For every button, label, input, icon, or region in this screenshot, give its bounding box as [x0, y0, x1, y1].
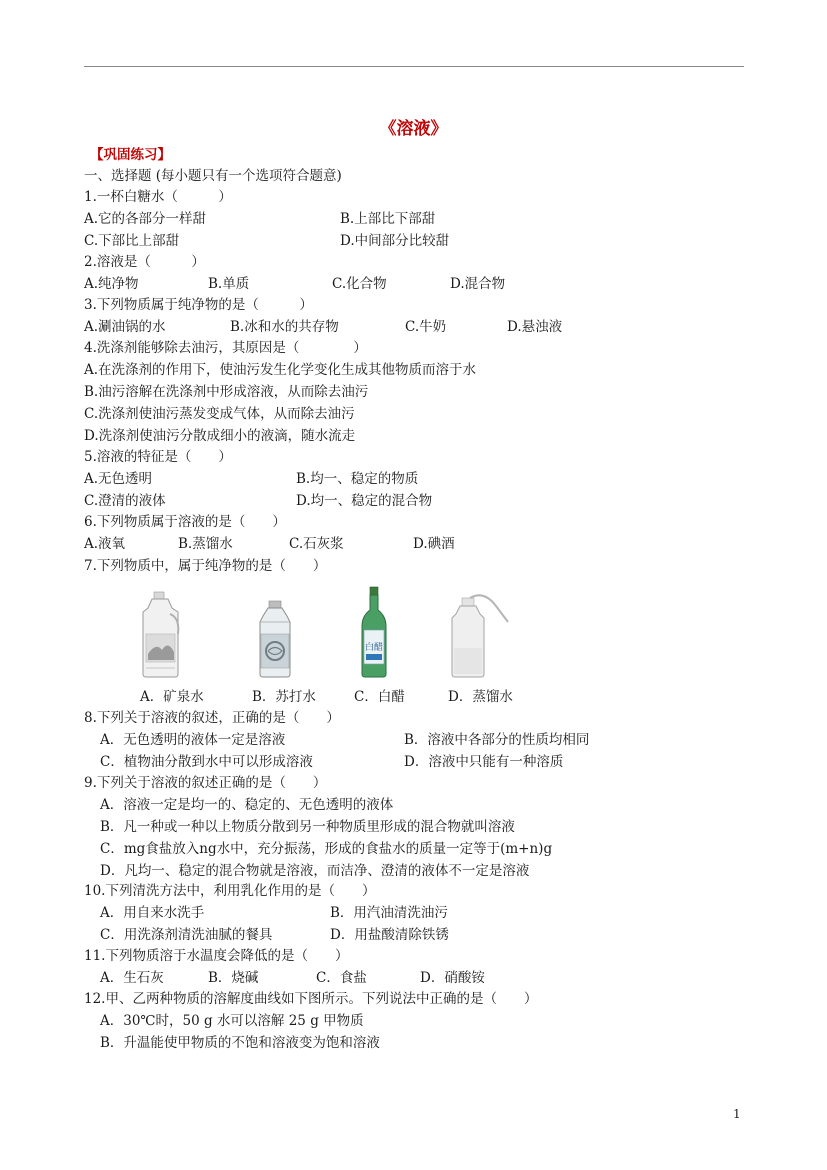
q10-option-c: C．用洗涤剂清洗油腻的餐具: [100, 927, 273, 943]
q3-option-a: A.涮油锅的水: [84, 319, 166, 335]
q4-stem: 4.洗涤剂能够除去油污，其原因是（ ）: [84, 340, 367, 356]
q7-option-a: A．矿泉水: [140, 689, 204, 705]
q5-option-c: C.澄清的液体: [84, 493, 166, 509]
q4-option-c: C.洗涤剂使油污蒸发变成气体，从而除去油污: [84, 406, 355, 422]
q6-option-b: B.蒸馏水: [178, 536, 233, 552]
q4-option-b: B.油污溶解在洗涤剂中形成溶液，从而除去油污: [84, 384, 369, 400]
q5-option-a: A.无色透明: [84, 471, 153, 487]
q12-option-a: A．30℃时，50 g 水可以溶解 25 g 甲物质: [100, 1013, 364, 1029]
q8-option-d: D．溶液中只能有一种溶质: [404, 754, 564, 770]
q7-option-b: B．苏打水: [252, 689, 316, 705]
q9-option-a: A．溶液一定是均一的、稳定的、无色透明的液体: [100, 797, 394, 813]
q8-option-c: C．植物油分散到水中可以形成溶液: [100, 754, 313, 770]
q5-option-d: D.均一、稳定的混合物: [296, 493, 433, 509]
q5-stem: 5.溶液的特征是（ ）: [84, 449, 232, 465]
q4-option-d: D.洗涤剂使油污分散成细小的液滴，随水流走: [84, 428, 356, 444]
q1-stem: 1.一杯白糖水（ ）: [84, 189, 232, 205]
q11-option-c: C．食盐: [316, 970, 367, 986]
q6-stem: 6.下列物质属于溶液的是（ ）: [84, 514, 286, 530]
q11-stem: 11.下列物质溶于水温度会降低的是（ ）: [84, 948, 349, 964]
q2-option-c: C.化合物: [332, 276, 387, 292]
q8-option-b: B．溶液中各部分的性质均相同: [404, 732, 590, 748]
q11-option-d: D．硝酸铵: [420, 970, 485, 986]
q9-stem: 9.下列关于溶液的叙述正确的是（ ）: [84, 775, 327, 791]
q9-option-d: D．凡均一、稳定的混合物就是溶液，而洁净、澄清的液体不一定是溶液: [100, 863, 530, 879]
q1-option-d: D.中间部分比较甜: [340, 233, 450, 249]
q7-option-d: D．蒸馏水: [448, 689, 513, 705]
vinegar-label-text: 白醋: [364, 643, 384, 653]
q9-option-c: C．mg食盐放入ng水中，充分振荡，形成的食盐水的质量一定等于(m+n)g: [100, 841, 553, 857]
q3-stem: 3.下列物质属于纯净物的是（ ）: [84, 297, 313, 313]
q10-option-b: B．用汽油清洗油污: [330, 905, 448, 921]
q2-stem: 2.溶液是（ ）: [84, 254, 205, 270]
q10-stem: 10.下列清洗方法中，利用乳化作用的是（ ）: [84, 883, 376, 899]
distilled-water-wash-bottle-image: [450, 592, 514, 678]
q2-option-d: D.混合物: [450, 276, 506, 292]
q12-option-b: B．升温能使甲物质的不饱和溶液变为饱和溶液: [100, 1035, 380, 1051]
q1-option-a: A.它的各部分一样甜: [84, 211, 207, 227]
q7-option-c: C．白醋: [354, 689, 405, 705]
q12-stem: 12.甲、乙两种物质的溶解度曲线如下图所示。下列说法中正确的是（ ）: [84, 991, 538, 1007]
q4-option-a: A.在洗涤剂的作用下，使油污发生化学变化生成其他物质而溶于水: [84, 362, 477, 378]
part-heading: 一、选择题 (每小题只有一个选项符合题意): [84, 168, 342, 184]
q5-option-b: B.均一、稳定的物质: [296, 471, 419, 487]
q3-option-c: C.牛奶: [405, 319, 447, 335]
white-vinegar-bottle-image: [358, 586, 390, 678]
q11-option-a: A．生石灰: [100, 970, 164, 986]
q6-option-c: C.石灰浆: [289, 536, 344, 552]
page-number: 1: [733, 1107, 741, 1121]
page-title: 《溶液》: [379, 119, 448, 139]
q11-option-b: B．烧碱: [208, 970, 259, 986]
q10-option-a: A．用自来水洗手: [100, 905, 205, 921]
q1-option-c: C.下部比上部甜: [84, 233, 180, 249]
section-label: 【巩固练习】: [90, 147, 171, 163]
q1-option-b: B.上部比下部甜: [340, 211, 436, 227]
q10-option-d: D．用盐酸清除铁锈: [330, 927, 449, 943]
mineral-water-jug-image: [140, 590, 182, 678]
q8-stem: 8.下列关于溶液的叙述，正确的是（ ）: [84, 710, 340, 726]
q2-option-b: B.单质: [208, 276, 250, 292]
q3-option-d: D.悬浊液: [507, 319, 563, 335]
q8-option-a: A．无色透明的液体一定是溶液: [100, 732, 286, 748]
q6-option-a: A.液氧: [84, 536, 126, 552]
header-rule: [84, 66, 744, 67]
q7-stem: 7.下列物质中，属于纯净物的是（ ）: [84, 558, 327, 574]
q3-option-b: B.冰和水的共存物: [230, 319, 339, 335]
q2-option-a: A.纯净物: [84, 276, 139, 292]
q9-option-b: B．凡一种或一种以上物质分散到另一种物质里形成的混合物就叫溶液: [100, 819, 515, 835]
soda-water-bottle-image: [253, 600, 297, 678]
q6-option-d: D.碘酒: [413, 536, 455, 552]
